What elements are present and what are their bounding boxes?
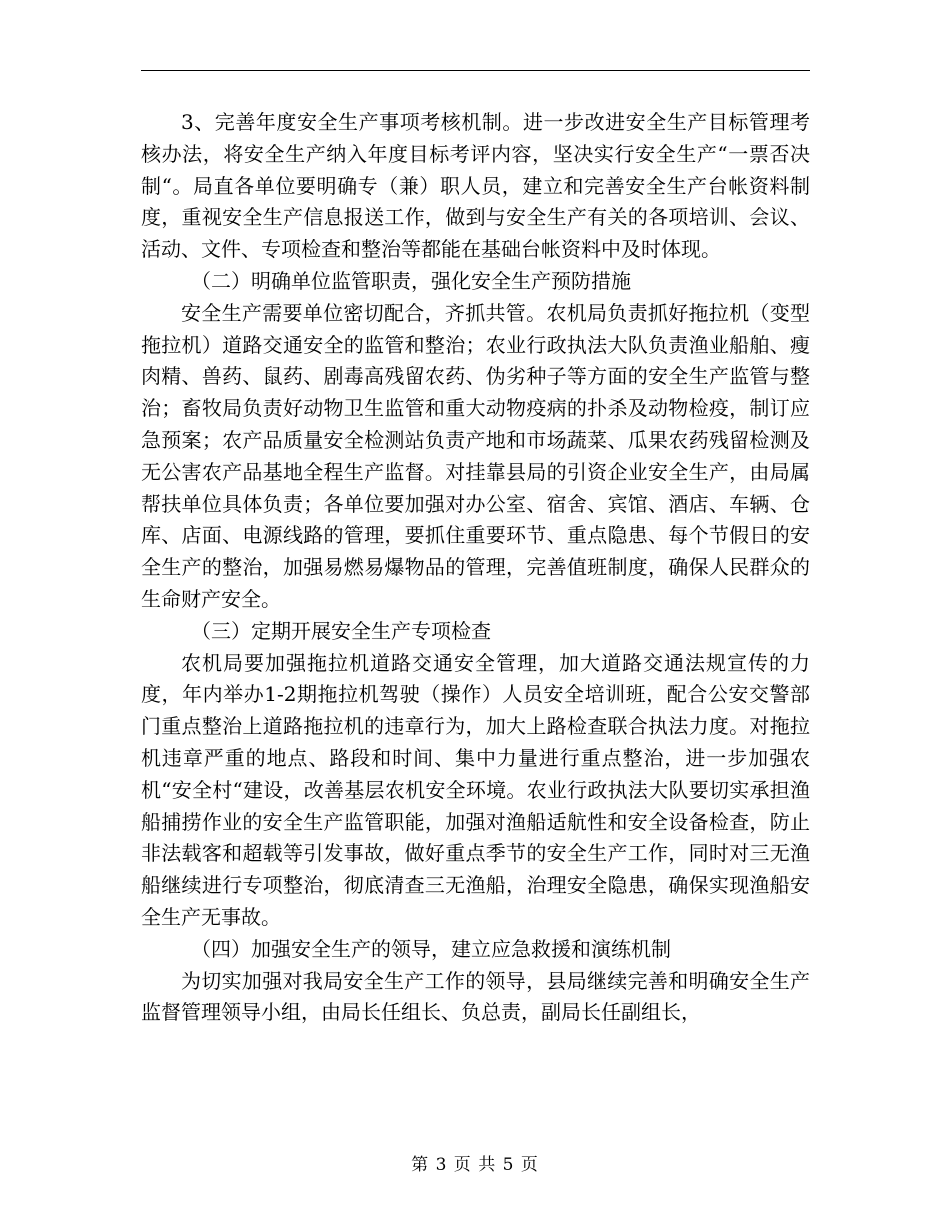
- paragraph-unit-responsibilities: 安全生产需要单位密切配合，齐抓共管。农机局负责抓好拖拉机（变型拖拉机）道路交通安全的监管和整治；农业行政执法大队负责渔业船舶、瘦肉精、兽药、鼠药、剧毒高残留农药、伪劣种子等方面的安全生产监管与整治；畜牧局负责好动物卫生监管和重大动物疫病的扑杀及动物检疫，制订应急预案；农产品质量安全检测站负责产地和市场蔬菜、瓜果农药残留检测及无公害农产品基地全程生产监督。对挂靠县局的引资企业安全生产，由局属帮扶单位具体负责；各单位要加强对办公室、宿舍、宾馆、酒店、车辆、仓库、店面、电源线路的管理，要抓住重要环节、重点隐患、每个节假日的安全生产的整治，加强易燃易爆物品的管理，完善值班制度，确保人民群众的生命财产安全。: [141, 300, 810, 611]
- section-heading-4: （四）加强安全生产的领导，建立应急救援和演练机制: [191, 936, 671, 961]
- header-rule: [141, 70, 810, 71]
- section-heading-3: （三）定期开展安全生产专项检查: [191, 618, 491, 643]
- page-number-footer: 第 3 页 共 5 页: [411, 1155, 539, 1175]
- paragraph-leadership: 为切实加强对我局安全生产工作的领导，县局继续完善和明确安全生产监督管理领导小组，由局长任组长、负总责，副局长任副组长，: [141, 968, 810, 1025]
- paragraph-special-inspection: 农机局要加强拖拉机道路交通安全管理，加大道路交通法规宣传的力度，年内举办1-2期拖拉机驾驶（操作）人员安全培训班，配合公安交警部门重点整治上道路拖拉机的违章行为，加大上路检查联合执法力度。对拖拉机违章严重的地点、路段和时间、集中力量进行重点整治，进一步加强农机“安全村“建设，改善基层农机安全环境。农业行政执法大队要切实承担渔船捕捞作业的安全生产监管职能，加强对渔船适航性和安全设备检查，防止非法载客和超载等引发事故，做好重点季节的安全生产工作，同时对三无渔船继续进行专项整治，彻底清查三无渔船，治理安全隐患，确保实现渔船安全生产无事故。: [141, 650, 810, 929]
- paragraph-assessment-mechanism: 3、完善年度安全生产事项考核机制。进一步改进安全生产目标管理考核办法，将安全生产纳入年度目标考评内容，坚决实行安全生产“一票否决制“。局直各单位要明确专（兼）职人员，建立和完善安全生产台帐资料制度，重视安全生产信息报送工作，做到与安全生产有关的各项培训、会议、活动、文件、专项检查和整治等都能在基础台帐资料中及时体现。: [141, 110, 810, 262]
- document-body: [141, 107, 810, 1029]
- section-heading-2: （二）明确单位监管职责，强化安全生产预防措施: [191, 268, 631, 293]
